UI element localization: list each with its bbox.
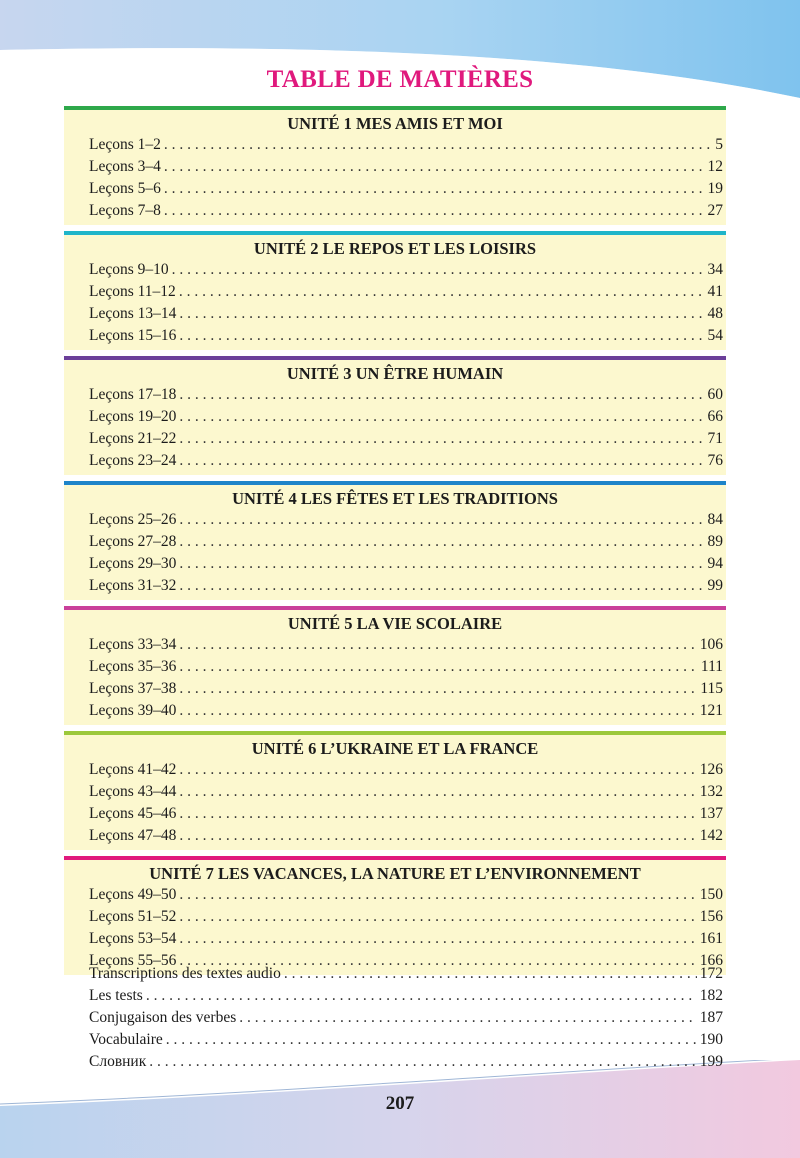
- entry-label: Leçons 25–26: [89, 511, 177, 528]
- entry-label: Les tests: [89, 987, 143, 1004]
- toc-entry[interactable]: [64, 825, 726, 847]
- entry-label: Leçons 19–20: [89, 408, 177, 425]
- toc-entry[interactable]: [64, 634, 726, 656]
- toc-entry[interactable]: [64, 156, 726, 178]
- entry-label: Leçons 47–48: [89, 827, 177, 844]
- entry-page-number: 115: [700, 680, 723, 697]
- toc-entry[interactable]: [64, 303, 726, 325]
- entry-page-number: 12: [707, 158, 723, 175]
- entry-label: Словник: [89, 1053, 147, 1070]
- unit-section: [64, 856, 726, 975]
- dot-leader: [179, 678, 697, 700]
- unit-title: UNITÉ 5 LA VIE SCOLAIRE: [287, 614, 503, 633]
- toc-entry[interactable]: [64, 1051, 726, 1073]
- dot-leader: [179, 384, 704, 406]
- entry-label: Leçons 27–28: [89, 533, 177, 550]
- entry-page-number: 106: [699, 636, 723, 653]
- entry-page-number: 89: [707, 533, 723, 550]
- entry-page-number: 156: [699, 908, 723, 925]
- entry-label: Conjugaison des verbes: [89, 1009, 237, 1026]
- unit-section: [64, 606, 726, 725]
- toc-entry[interactable]: [64, 656, 726, 678]
- dot-leader: [179, 700, 696, 722]
- entry-label: Leçons 3–4: [89, 158, 161, 175]
- dot-leader: [239, 1007, 697, 1029]
- entry-label: Leçons 33–34: [89, 636, 177, 653]
- dot-leader: [164, 178, 705, 200]
- entry-page-number: 187: [699, 1009, 723, 1026]
- dot-leader: [179, 450, 704, 472]
- entry-label: Leçons 55–56: [89, 952, 177, 969]
- entry-page-number: 76: [707, 452, 723, 469]
- entry-label: Leçons 37–38: [89, 680, 177, 697]
- unit-section: [64, 356, 726, 475]
- entry-label: Leçons 21–22: [89, 430, 177, 447]
- toc-entry[interactable]: [64, 1029, 726, 1051]
- toc-entry[interactable]: [64, 134, 726, 156]
- toc-entry[interactable]: [64, 1007, 726, 1029]
- entry-label: Leçons 29–30: [89, 555, 177, 572]
- toc-entry[interactable]: [64, 963, 726, 985]
- unit-section: [64, 106, 726, 225]
- dot-leader: [179, 428, 704, 450]
- entry-page-number: 60: [707, 386, 723, 403]
- entry-page-number: 142: [699, 827, 723, 844]
- entry-page-number: 54: [707, 327, 723, 344]
- entry-page-number: 132: [699, 783, 723, 800]
- toc-entry[interactable]: [64, 700, 726, 722]
- dot-leader: [179, 575, 704, 597]
- dot-leader: [164, 156, 705, 178]
- unit-title: UNITÉ 7 LES VACANCES, LA NATURE ET L’ENVIRONNEMENT: [149, 864, 641, 883]
- toc-entry[interactable]: [64, 928, 726, 950]
- dot-leader: [164, 134, 712, 156]
- entry-label: Leçons 23–24: [89, 452, 177, 469]
- toc-entry[interactable]: [64, 985, 726, 1007]
- entry-page-number: 99: [707, 577, 723, 594]
- entry-label: Leçons 15–16: [89, 327, 177, 344]
- dot-leader: [179, 634, 696, 656]
- entry-label: Leçons 39–40: [89, 702, 177, 719]
- dot-leader: [179, 906, 696, 928]
- dot-leader: [179, 825, 696, 847]
- dot-leader: [179, 803, 696, 825]
- entry-label: Leçons 1–2: [89, 136, 161, 153]
- dot-leader: [284, 963, 697, 985]
- toc-entry[interactable]: [64, 553, 726, 575]
- entry-page-number: 48: [707, 305, 723, 322]
- dot-leader: [179, 303, 704, 325]
- dot-leader: [179, 884, 696, 906]
- entry-label: Leçons 17–18: [89, 386, 177, 403]
- dot-leader: [179, 281, 705, 303]
- entry-label: Leçons 51–52: [89, 908, 177, 925]
- entry-page-number: 190: [699, 1031, 723, 1048]
- dot-leader: [179, 759, 696, 781]
- dot-leader: [179, 781, 696, 803]
- dot-leader: [166, 1029, 697, 1051]
- entry-label: Leçons 13–14: [89, 305, 177, 322]
- toc-entry[interactable]: [64, 575, 726, 597]
- unit-section: [64, 481, 726, 600]
- unit-title: UNITÉ 1 MES AMIS ET MOI: [287, 114, 503, 133]
- entry-label: Vocabulaire: [89, 1031, 163, 1048]
- entry-page-number: 111: [700, 658, 723, 675]
- entry-page-number: 172: [699, 965, 723, 982]
- entry-page-number: 150: [699, 886, 723, 903]
- toc-entry[interactable]: [64, 884, 726, 906]
- entry-page-number: 137: [699, 805, 723, 822]
- toc-entry[interactable]: [64, 384, 726, 406]
- entry-page-number: 94: [707, 555, 723, 572]
- toc-entry[interactable]: [64, 428, 726, 450]
- entry-page-number: 34: [707, 261, 723, 278]
- unit-title: UNITÉ 2 LE REPOS ET LES LOISIRS: [253, 239, 537, 258]
- toc-entry[interactable]: [64, 178, 726, 200]
- toc-entry[interactable]: [64, 781, 726, 803]
- entry-page-number: 71: [707, 430, 723, 447]
- entry-label: Leçons 11–12: [89, 283, 176, 300]
- appendix-list: [64, 963, 726, 1073]
- toc-entry[interactable]: [64, 803, 726, 825]
- dot-leader: [179, 928, 696, 950]
- toc-entry[interactable]: [64, 450, 726, 472]
- entry-label: Leçons 31–32: [89, 577, 177, 594]
- toc-entry[interactable]: [64, 259, 726, 281]
- dot-leader: [179, 553, 704, 575]
- unit-title: UNITÉ 3 UN ÊTRE HUMAIN: [286, 364, 504, 383]
- entry-page-number: 182: [699, 987, 723, 1004]
- entry-label: Leçons 35–36: [89, 658, 177, 675]
- entry-page-number: 19: [707, 180, 723, 197]
- entry-label: Leçons 41–42: [89, 761, 177, 778]
- entry-page-number: 27: [707, 202, 723, 219]
- entry-label: Leçons 9–10: [89, 261, 169, 278]
- dot-leader: [149, 1051, 696, 1073]
- entry-page-number: 161: [699, 930, 723, 947]
- entry-label: Leçons 49–50: [89, 886, 177, 903]
- unit-title: UNITÉ 4 LES FÊTES ET LES TRADITIONS: [232, 489, 558, 508]
- unit-title: UNITÉ 6 L’UKRAINE ET LA FRANCE: [251, 739, 539, 758]
- toc-entry[interactable]: [64, 906, 726, 928]
- entry-page-number: 121: [699, 702, 723, 719]
- entry-page-number: 5: [715, 136, 723, 153]
- toc-entry[interactable]: [64, 509, 726, 531]
- dot-leader: [179, 406, 704, 428]
- dot-leader: [164, 200, 705, 222]
- entry-label: Transcriptions des textes audio: [89, 965, 281, 982]
- toc-entry[interactable]: [64, 759, 726, 781]
- dot-leader: [172, 259, 705, 281]
- toc-entry[interactable]: [64, 200, 726, 222]
- entry-page-number: 84: [707, 511, 723, 528]
- dot-leader: [146, 985, 697, 1007]
- table-of-contents: [64, 106, 726, 981]
- entry-label: Leçons 5–6: [89, 180, 161, 197]
- entry-label: Leçons 7–8: [89, 202, 161, 219]
- dot-leader: [179, 325, 704, 347]
- dot-leader: [179, 531, 704, 553]
- toc-entry[interactable]: [64, 406, 726, 428]
- entry-page-number: 41: [707, 283, 723, 300]
- entry-page-number: 199: [699, 1053, 723, 1070]
- unit-section: [64, 231, 726, 350]
- page-number: 207: [385, 1093, 415, 1114]
- toc-entry[interactable]: [64, 325, 726, 347]
- dot-leader: [179, 509, 704, 531]
- unit-section: [64, 731, 726, 850]
- dot-leader: [179, 656, 698, 678]
- entry-label: Leçons 43–44: [89, 783, 177, 800]
- entry-label: Leçons 53–54: [89, 930, 177, 947]
- entry-page-number: 166: [699, 952, 723, 969]
- toc-entry[interactable]: [64, 678, 726, 700]
- page-title: TABLE DE MATIÈRES: [266, 66, 534, 93]
- entry-label: Leçons 45–46: [89, 805, 177, 822]
- toc-entry[interactable]: [64, 281, 726, 303]
- toc-entry[interactable]: [64, 531, 726, 553]
- entry-page-number: 126: [699, 761, 723, 778]
- entry-page-number: 66: [707, 408, 723, 425]
